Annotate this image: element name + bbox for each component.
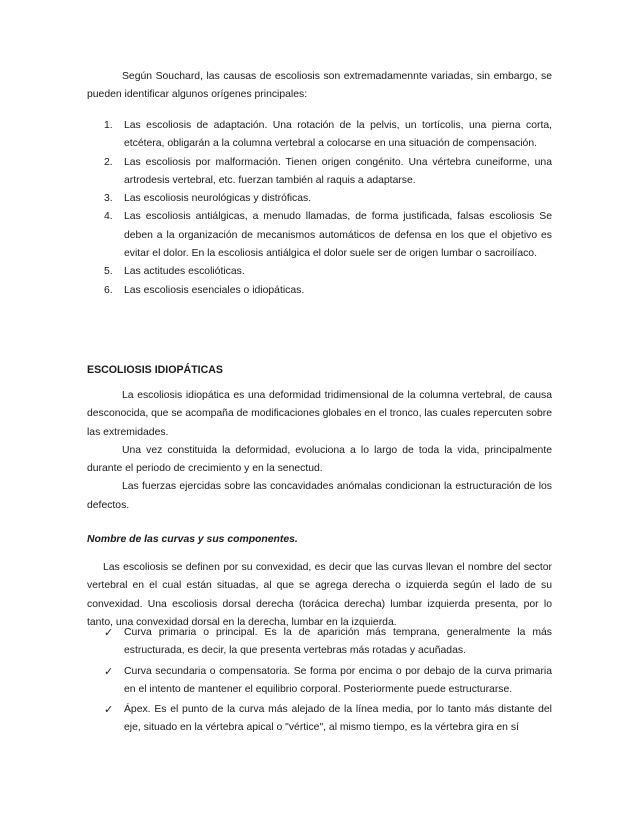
idiopaticas-body bbox=[87, 387, 552, 515]
checkmark-icon: ✓ bbox=[104, 665, 114, 678]
body-paragraph: Una vez constituida la deformidad, evoluciona a lo largo de toda la vida, principalmente durante el periodo de crecimiento y en la senectud. bbox=[87, 444, 552, 475]
list-item bbox=[87, 624, 552, 661]
item-text: Curva primaria o principal. Es la de aparición más temprana, generalmente la más estructurada, es decir, la que presenta vertebras más rotadas y acuñadas. bbox=[124, 627, 552, 657]
list-item bbox=[87, 190, 552, 208]
item-text: Las escoliosis antiálgicas, a menudo llamadas, de forma justificada, falsas escoliosis Se deben a la organización de mecanismos automáticos de defensa en los que el objetivo es evitar el dolor. En la escoliosis antiálgica el dolor suele ser de origen lumbar o sacroilíaco. bbox=[124, 211, 552, 260]
item-number: 3. bbox=[104, 193, 113, 205]
curvas-body bbox=[87, 559, 552, 632]
section-heading-idiopaticas: ESCOLIOSIS IDIOPÁTICAS bbox=[87, 364, 223, 376]
item-text: Las escoliosis neurológicas y distróficas. bbox=[124, 193, 312, 205]
list-item bbox=[87, 208, 552, 263]
item-number: 6. bbox=[104, 284, 113, 296]
item-number: 5. bbox=[104, 266, 113, 278]
checkmark-icon: ✓ bbox=[104, 627, 114, 639]
list-item bbox=[87, 263, 552, 281]
curve-components-list bbox=[87, 624, 552, 740]
item-number: 2. bbox=[104, 156, 113, 168]
body-paragraph: La escoliosis idiopática es una deformidad tridimensional de la columna vertebral, de causa desconocida, que se acompaña de modificaciones globales en el tronco, las cuales repercuten sobre las extremidades. bbox=[87, 390, 552, 438]
checkmark-icon: ✓ bbox=[104, 704, 114, 717]
body-paragraph: Las escoliosis se definen por su convexidad, es decir que las curvas llevan el nombre del sector vertebral en el cual están situadas, al que se agrega derecha o izquierda según el lado de su convexidad. Una escoliosis dorsal derecha (torácica derecha) lumbar izquierda presenta, por lo tanto, una convexidad dorsal en la derecha, lumbar en la izquierda. bbox=[87, 562, 552, 628]
list-item bbox=[87, 154, 552, 191]
body-paragraph: Las fuerzas ejercidas sobre las concavidades anómalas condicionan la estructuración de los defectos. bbox=[87, 481, 552, 511]
list-item bbox=[87, 663, 552, 700]
causes-list bbox=[87, 117, 552, 300]
section-heading-curvas: Nombre de las curvas y sus componentes. bbox=[87, 534, 298, 545]
list-item bbox=[87, 282, 552, 300]
item-number: 1. bbox=[104, 120, 113, 131]
list-item bbox=[87, 701, 552, 738]
intro-paragraph: Según Souchard, las causas de escoliosis son extremadamennte variadas, sin embargo, se pueden identificar algunos orígenes principales: bbox=[87, 71, 552, 101]
list-item bbox=[87, 117, 552, 154]
item-text: Las escoliosis por malformación. Tienen origen congénito. Una vértebra cuneiforme, una artrodesis vertebral, etc. fuerzan también al raquis a adaptarse. bbox=[124, 156, 552, 186]
item-text: Las actitudes escolióticas. bbox=[124, 266, 245, 278]
item-text: Las escoliosis de adaptación. Una rotación de la pelvis, un tortícolis, una pierna corta, etcétera, obligarán a la columna vertebral a colocarse en una situación de compensación. bbox=[124, 120, 552, 150]
item-text: Ápex. Es el punto de la curva más alejado de la línea media, por lo tanto más distante del eje, situado en la vértebra apical o "vértice", al mismo tiempo, es la vértebra gira en sí bbox=[124, 704, 552, 734]
item-number: 4. bbox=[104, 211, 113, 223]
item-text: Curva secundaria o compensatoria. Se forma por encima o por debajo de la curva primaria en el intento de mantener el equilibrio corporal. Posteriormente puede estructurarse. bbox=[124, 665, 552, 695]
item-text: Las escoliosis esenciales o idiopáticas. bbox=[124, 284, 305, 296]
